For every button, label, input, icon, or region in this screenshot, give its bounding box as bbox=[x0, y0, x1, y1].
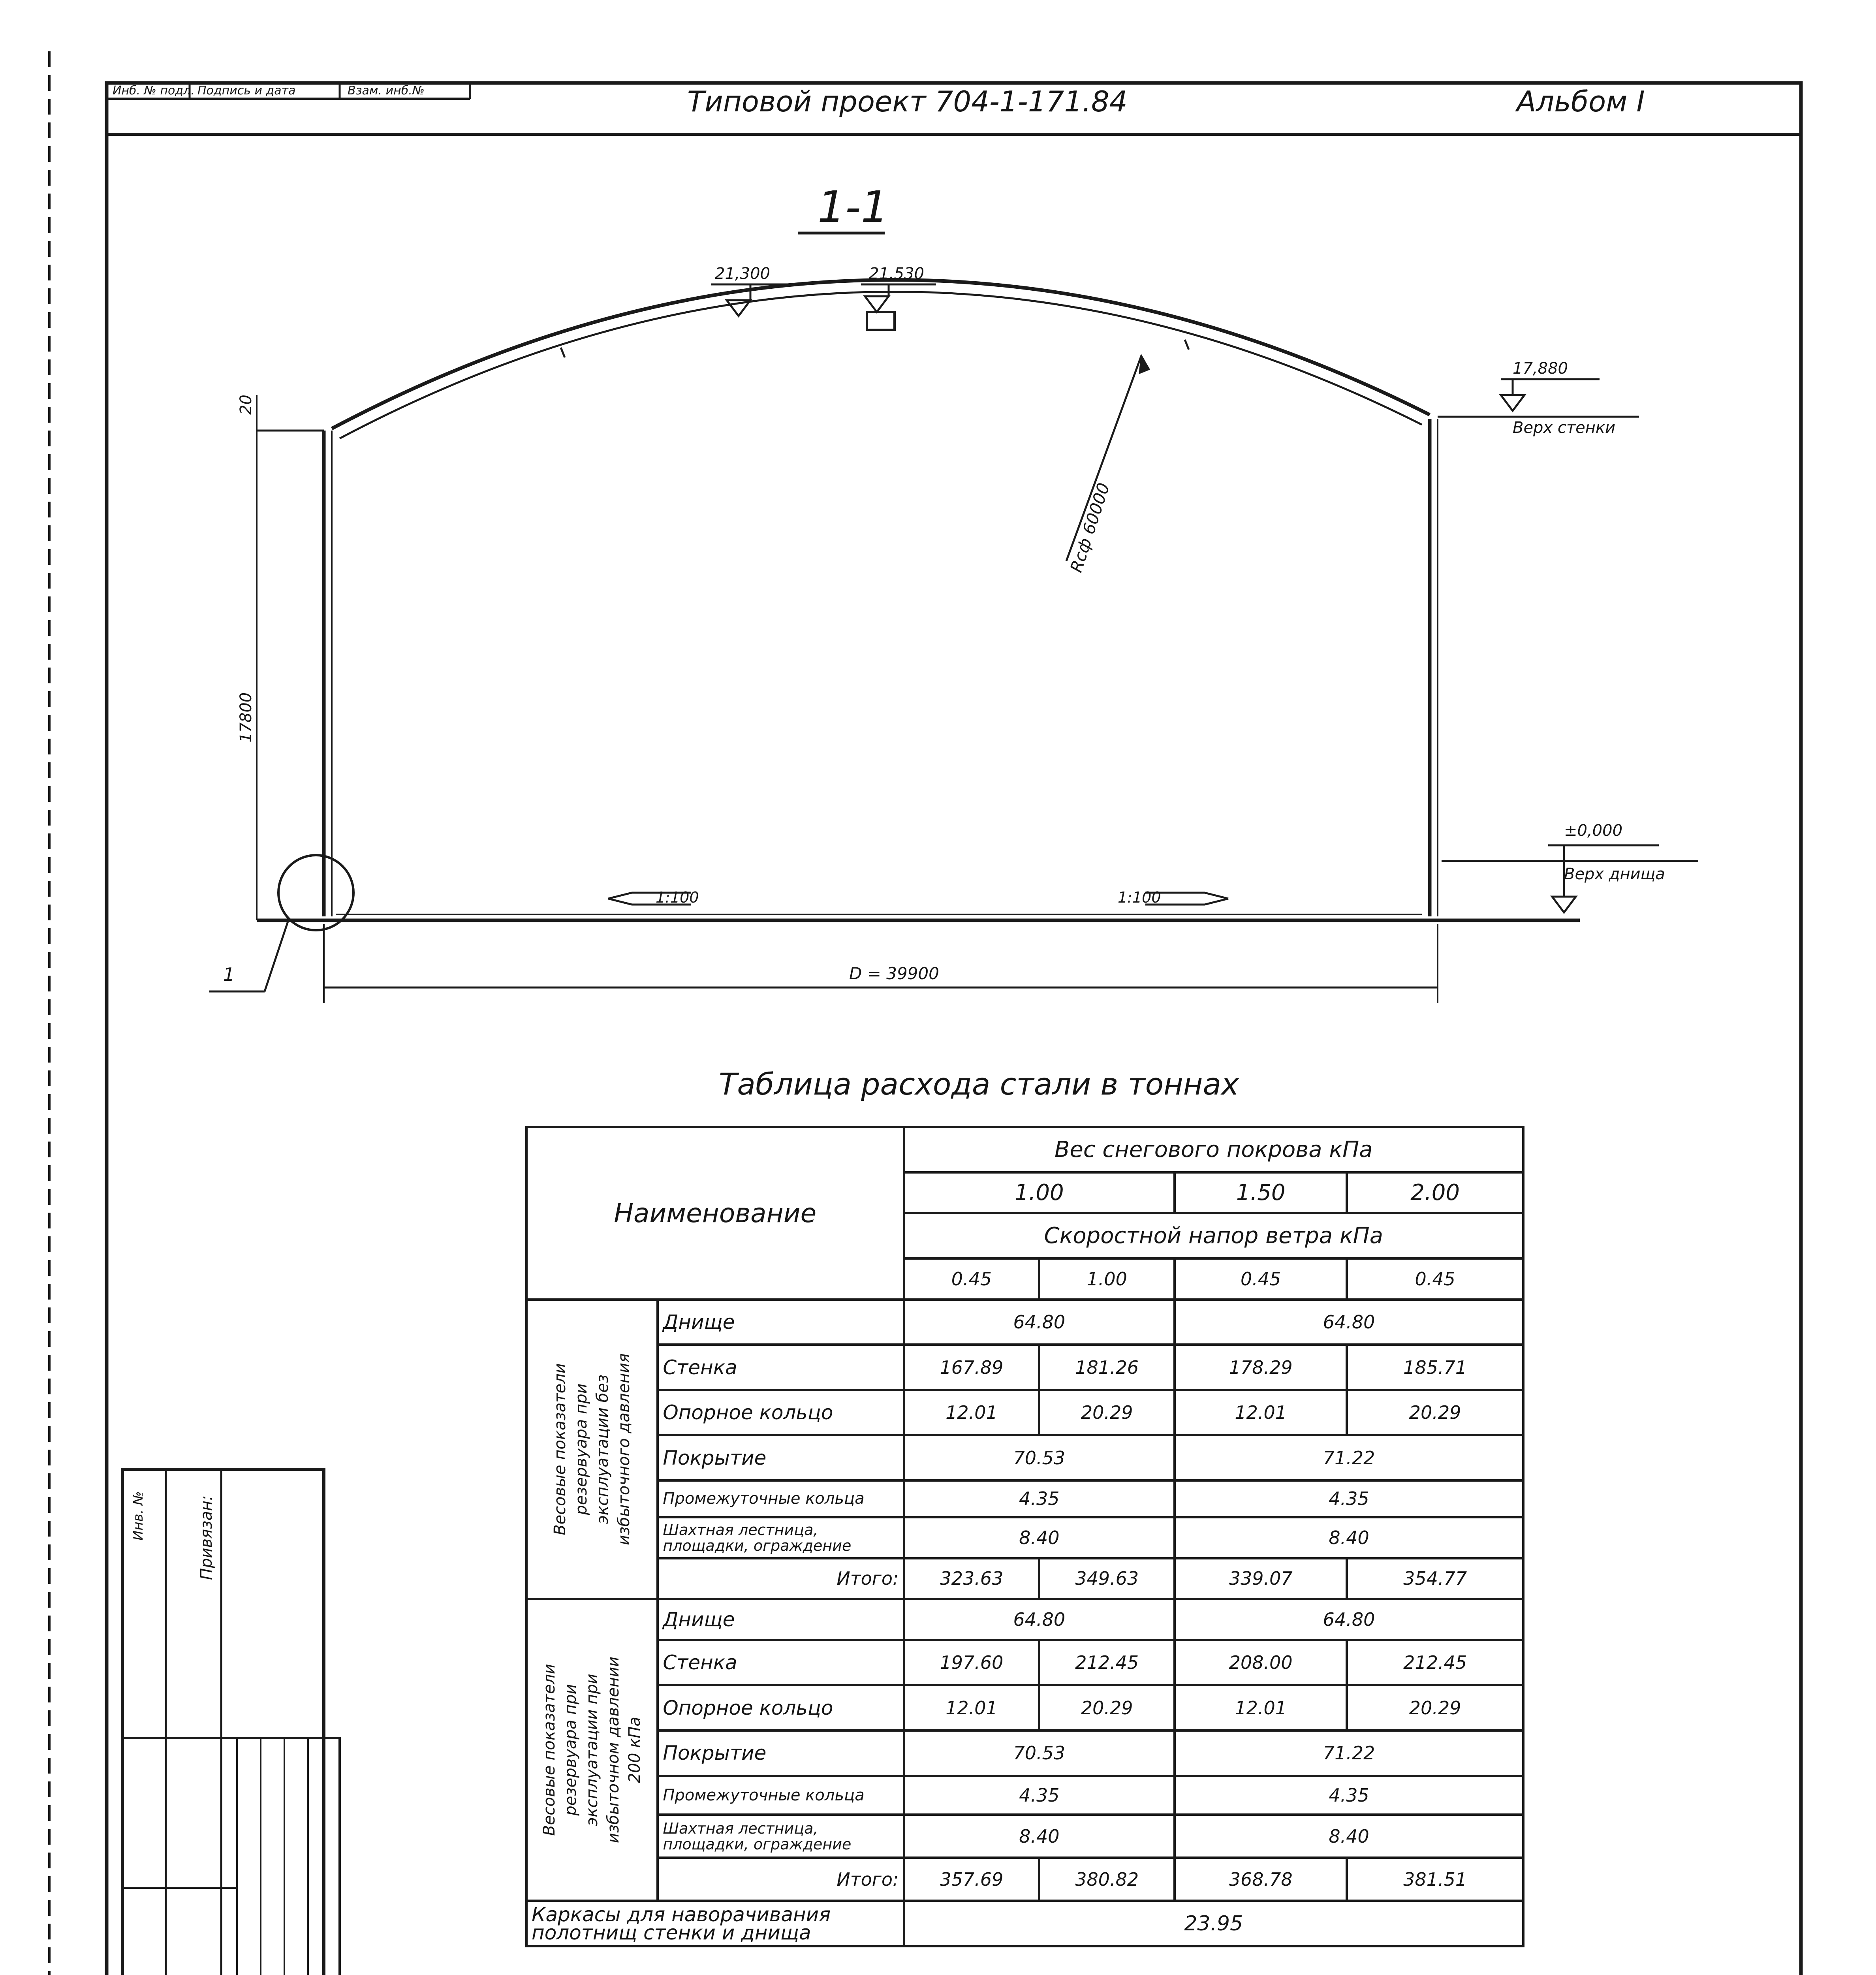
cell-value: 357.69 bbox=[904, 1858, 1040, 1901]
cell-value: 197.60 bbox=[904, 1640, 1040, 1685]
group2-label: Весовые показатели резервуара при эксплуатации при избыточном давлении 200 кПа bbox=[540, 1656, 644, 1843]
radius-label: Rсф 60000 bbox=[1066, 480, 1114, 575]
row-name: Промежуточные кольца bbox=[658, 1776, 904, 1815]
cell-value: 70.53 bbox=[904, 1730, 1175, 1776]
cell-value: 4.35 bbox=[1175, 1480, 1523, 1517]
album-label: Альбом I bbox=[1517, 85, 1645, 118]
section-1-1 bbox=[209, 233, 1698, 1003]
cell-value: 4.35 bbox=[904, 1480, 1175, 1517]
wall-top-label: Верх стенки bbox=[1513, 419, 1616, 437]
section-title: 1-1 bbox=[818, 182, 889, 232]
snow-value: 2.00 bbox=[1347, 1172, 1523, 1213]
cell-value: 8.40 bbox=[904, 1815, 1175, 1858]
col-name-header: Наименование bbox=[526, 1127, 904, 1300]
steel-table bbox=[525, 1126, 1524, 1947]
row-name: Покрытие bbox=[658, 1435, 904, 1480]
cell-value: 208.00 bbox=[1175, 1640, 1347, 1685]
height-label: 17800 bbox=[237, 692, 255, 743]
elevation-left: 21,300 bbox=[715, 265, 770, 283]
cell-value: 4.35 bbox=[1175, 1776, 1523, 1815]
cell-value: 20.29 bbox=[1039, 1685, 1175, 1730]
row-name: Опорное кольцо bbox=[658, 1390, 904, 1435]
row-name: Покрытие bbox=[658, 1730, 904, 1776]
diameter-label: D = 39900 bbox=[849, 964, 939, 983]
row-name: Шахтная лестница, площадки, ограждение bbox=[658, 1517, 904, 1558]
cell-value: 181.26 bbox=[1039, 1345, 1175, 1390]
row-name: Днище bbox=[658, 1599, 904, 1640]
cell-value: 8.40 bbox=[904, 1517, 1175, 1558]
project-title: Типовой проект 704-1-171.84 bbox=[687, 85, 1128, 118]
wind-value: 0.45 bbox=[1175, 1258, 1347, 1300]
title-block-frame bbox=[122, 1469, 340, 1975]
table-title: Таблица расхода стали в тоннах bbox=[719, 1066, 1239, 1102]
cell-value: 212.45 bbox=[1039, 1640, 1175, 1685]
wind-header: Скоростной напор ветра кПа bbox=[904, 1213, 1523, 1258]
cell-value: 12.01 bbox=[904, 1390, 1040, 1435]
cell-value: 381.51 bbox=[1347, 1858, 1523, 1901]
row-name: Днище bbox=[658, 1300, 904, 1345]
tb-side-label: Привязан: bbox=[197, 1495, 216, 1580]
cell-value: 8.40 bbox=[1175, 1815, 1523, 1858]
row-total: Итого: bbox=[658, 1858, 904, 1901]
cell-value: 4.35 bbox=[904, 1776, 1175, 1815]
row-name: Шахтная лестница, площадки, ограждение bbox=[658, 1815, 904, 1858]
cell-value: 212.45 bbox=[1347, 1640, 1523, 1685]
group1-label: Весовые показатели резервуара при эксплуатации без избыточного давления bbox=[551, 1353, 633, 1545]
wind-value: 1.00 bbox=[1039, 1258, 1175, 1300]
wind-value: 0.45 bbox=[904, 1258, 1040, 1300]
stamp-inv: Инб. № подл. bbox=[113, 84, 195, 98]
cell-value: 380.82 bbox=[1039, 1858, 1175, 1901]
row-total: Итого: bbox=[658, 1558, 904, 1599]
cell-value: 368.78 bbox=[1175, 1858, 1347, 1901]
callout-1: 1 bbox=[223, 964, 235, 985]
cell-value: 323.63 bbox=[904, 1558, 1040, 1599]
elevation-wall: 17,880 bbox=[1513, 359, 1568, 378]
cell-value: 64.80 bbox=[904, 1300, 1175, 1345]
cell-value: 354.77 bbox=[1347, 1558, 1523, 1599]
stamp-replace: Взам. инб.№ bbox=[348, 84, 425, 98]
cell-value: 20.29 bbox=[1039, 1390, 1175, 1435]
cell-value: 185.71 bbox=[1347, 1345, 1523, 1390]
slope-right: 1:100 bbox=[1118, 889, 1161, 906]
snow-value: 1.50 bbox=[1175, 1172, 1347, 1213]
frames-label: Каркасы для наворачивания полотнищ стенки и днища bbox=[526, 1901, 904, 1946]
cell-value: 12.01 bbox=[1175, 1685, 1347, 1730]
snow-header: Вес снегового покрова кПа bbox=[904, 1127, 1523, 1172]
cell-value: 71.22 bbox=[1175, 1435, 1523, 1480]
cell-value: 64.80 bbox=[904, 1599, 1175, 1640]
snow-value: 1.00 bbox=[904, 1172, 1175, 1213]
row-name: Промежуточные кольца bbox=[658, 1480, 904, 1517]
bottom-top-label: Верх днища bbox=[1564, 865, 1665, 883]
elevation-zero: ±0,000 bbox=[1564, 822, 1623, 840]
frames-value: 23.95 bbox=[904, 1901, 1523, 1946]
group2-label-cell bbox=[526, 1599, 658, 1901]
row-name: Опорное кольцо bbox=[658, 1685, 904, 1730]
cell-value: 8.40 bbox=[1175, 1517, 1523, 1558]
cell-value: 339.07 bbox=[1175, 1558, 1347, 1599]
cell-value: 20.29 bbox=[1347, 1390, 1523, 1435]
cell-value: 178.29 bbox=[1175, 1345, 1347, 1390]
dim-20: 20 bbox=[237, 395, 255, 415]
tb-inv-label: Инв. № bbox=[130, 1491, 146, 1540]
elevation-center: 21,530 bbox=[869, 265, 924, 283]
cell-value: 12.01 bbox=[904, 1685, 1040, 1730]
cell-value: 64.80 bbox=[1175, 1300, 1523, 1345]
cell-value: 71.22 bbox=[1175, 1730, 1523, 1776]
cell-value: 349.63 bbox=[1039, 1558, 1175, 1599]
cell-value: 12.01 bbox=[1175, 1390, 1347, 1435]
cell-value: 167.89 bbox=[904, 1345, 1040, 1390]
group1-label-cell bbox=[526, 1300, 658, 1599]
cell-value: 20.29 bbox=[1347, 1685, 1523, 1730]
row-name: Стенка bbox=[658, 1345, 904, 1390]
wind-value: 0.45 bbox=[1347, 1258, 1523, 1300]
row-name: Стенка bbox=[658, 1640, 904, 1685]
slope-left: 1:100 bbox=[656, 889, 699, 906]
cell-value: 64.80 bbox=[1175, 1599, 1523, 1640]
stamp-sign: Подпись и дата bbox=[197, 84, 296, 98]
cell-value: 70.53 bbox=[904, 1435, 1175, 1480]
